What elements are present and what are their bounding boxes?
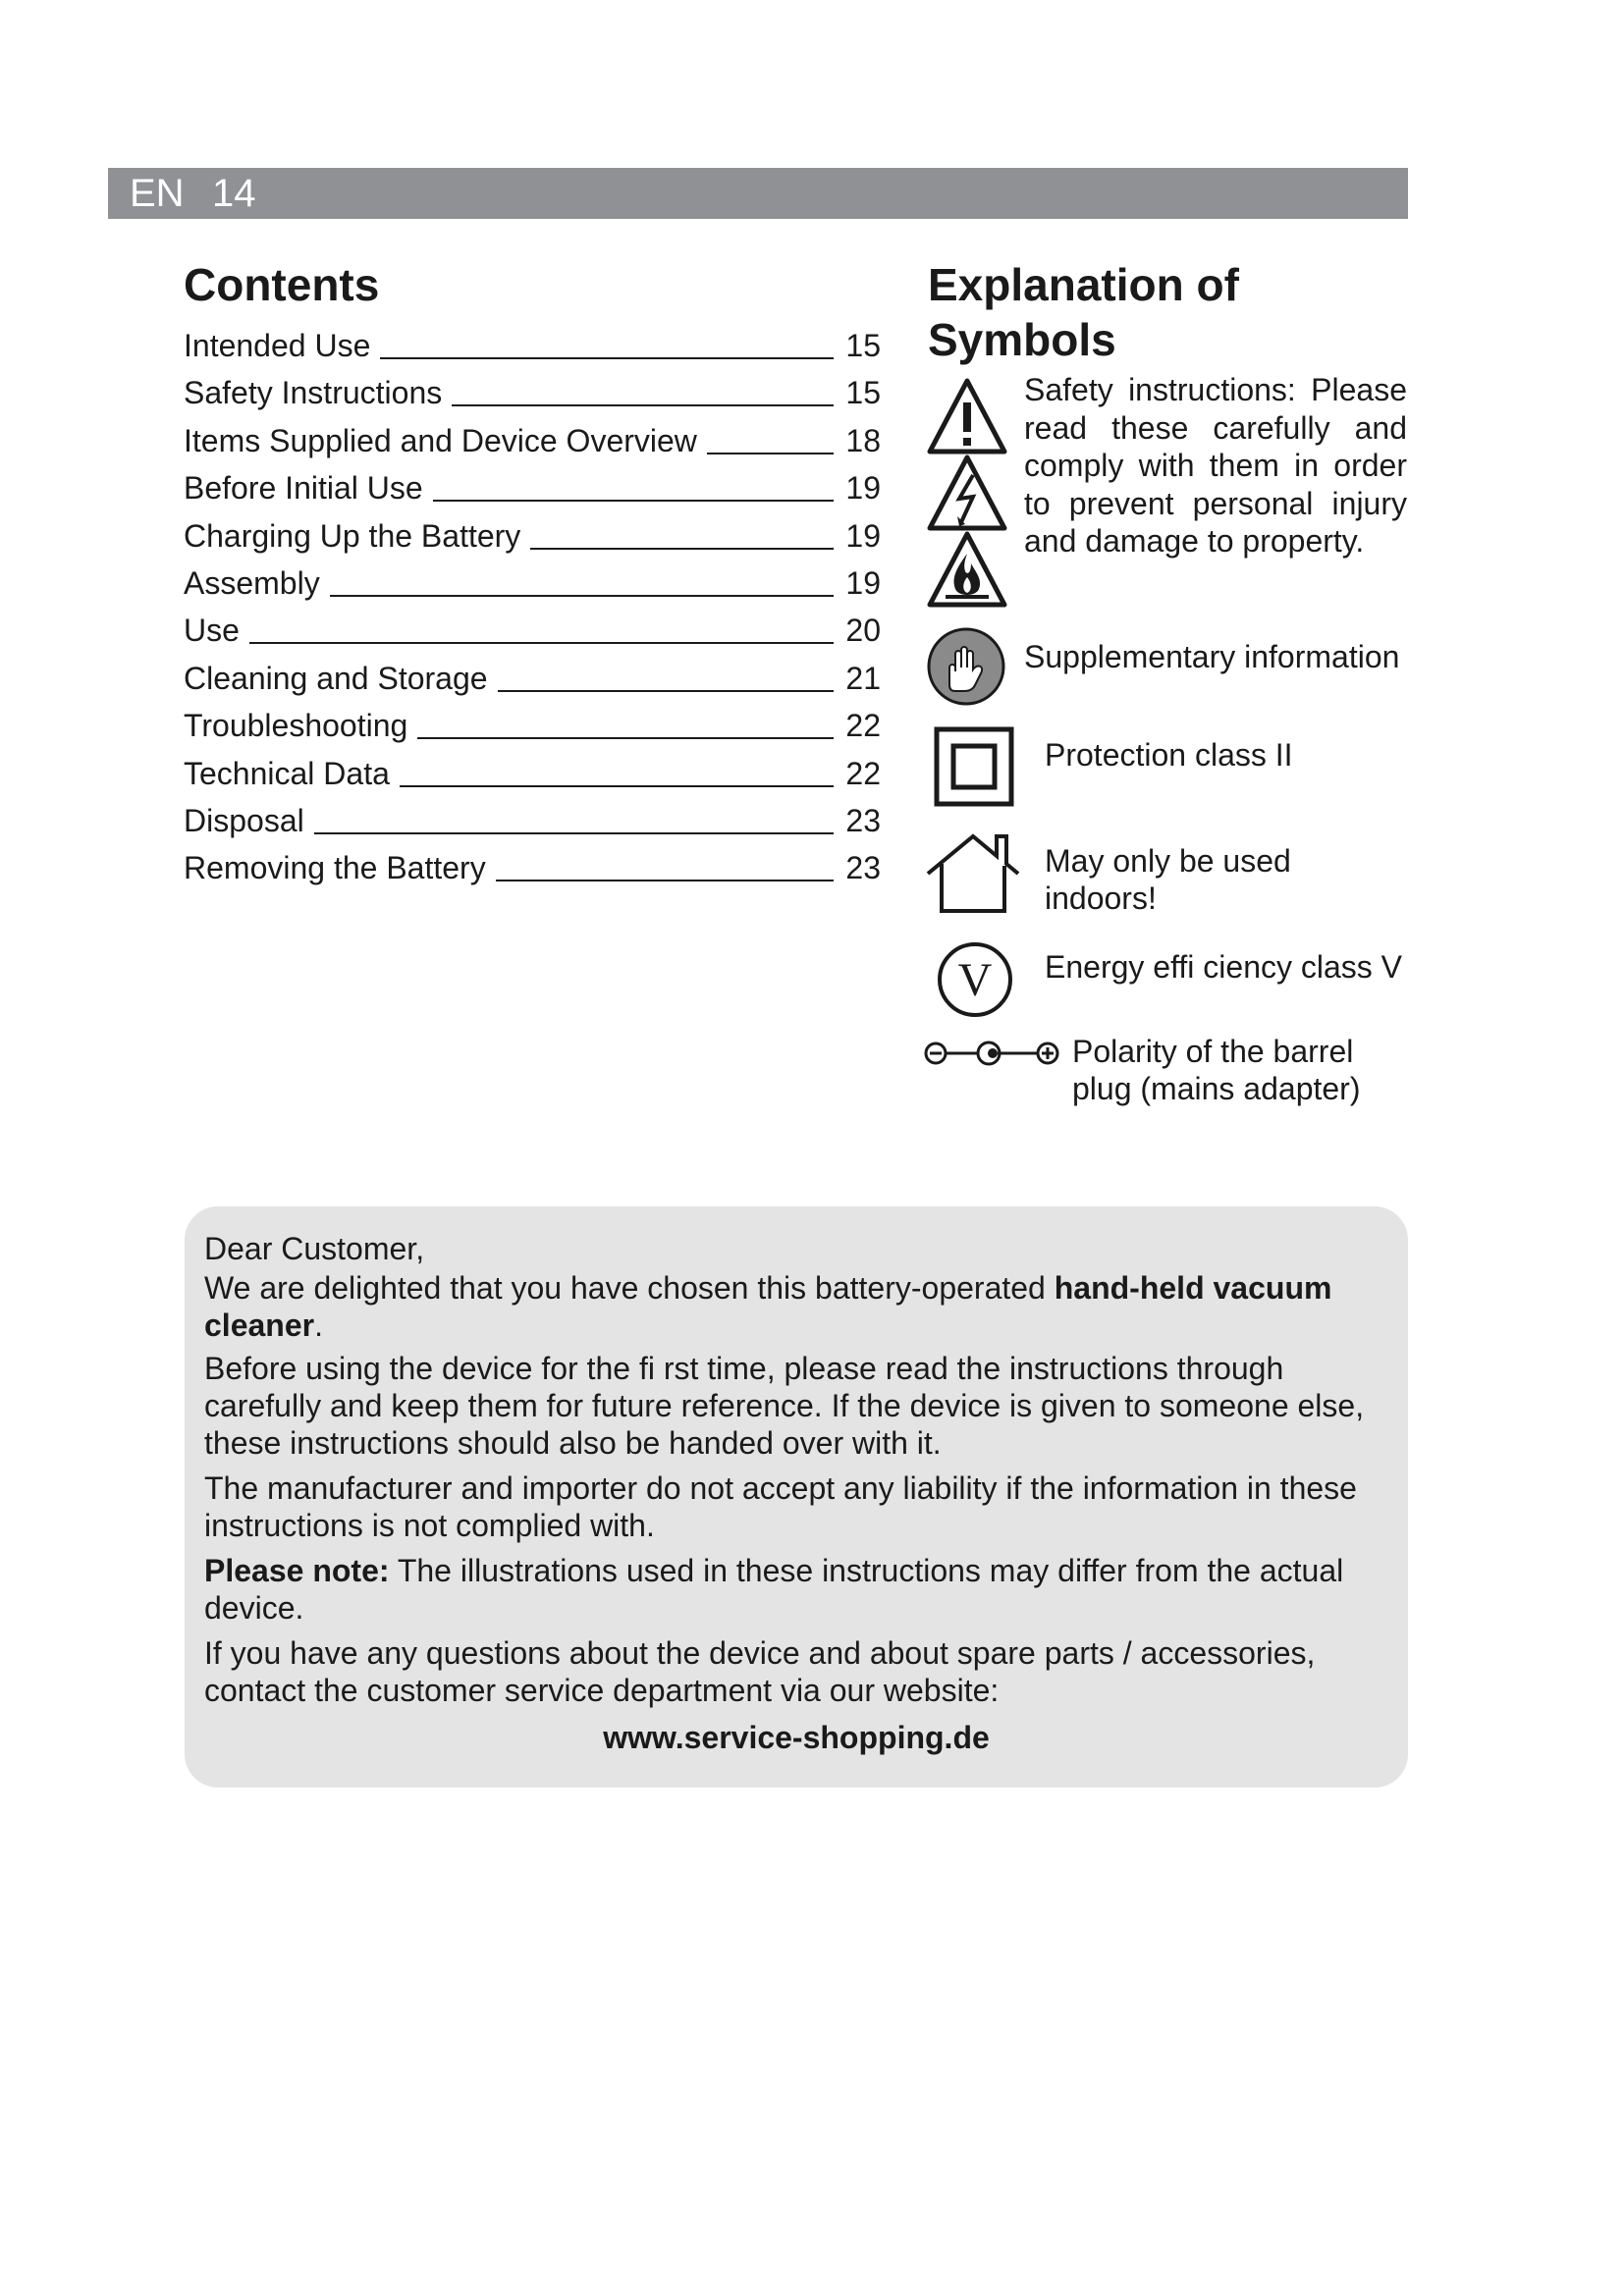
- warning-icon: [930, 381, 1004, 452]
- language-code: EN: [130, 172, 185, 215]
- toc-entry: Assembly 19: [184, 565, 881, 601]
- website-link[interactable]: www.service-shopping.de: [603, 1720, 990, 1755]
- toc-entry: Removing the Battery 23: [184, 850, 881, 885]
- energy-class-text: Energy effi ciency class V: [1045, 949, 1403, 985]
- customer-info-box: [185, 1206, 1408, 1788]
- polarity-text: Polarity of the barrel plug (mains adapter): [1072, 1034, 1361, 1106]
- toc-entry: Charging Up the Battery 19: [184, 518, 881, 554]
- polarity-icon: [924, 1039, 1061, 1068]
- page-number: 14: [212, 172, 256, 215]
- protection-class-text: Protection class II: [1045, 737, 1293, 773]
- greeting: Dear Customer,: [204, 1231, 425, 1266]
- house-icon: [924, 832, 1022, 915]
- liability-paragraph: The manufacturer and importer do not accept any liability if the information in these instructions is not complied with.: [204, 1470, 1357, 1543]
- warning-icons: [926, 377, 1008, 609]
- toc-entry: Intended Use 15: [184, 328, 881, 363]
- fire-hazard-icon: [930, 534, 1004, 605]
- electric-shock-icon: [930, 457, 1004, 528]
- toc-entry: Safety Instructions 15: [184, 375, 881, 410]
- toc-entry: Technical Data 22: [184, 756, 881, 791]
- indoors-text: May only be used indoors!: [1045, 843, 1291, 916]
- toc-entry: Cleaning and Storage 21: [184, 661, 881, 696]
- toc-entry: Use 20: [184, 613, 881, 648]
- supplementary-info-text: Supplementary information: [1024, 639, 1400, 674]
- toc-entry: Items Supplied and Device Overview 18: [184, 423, 881, 458]
- protection-class-ii-icon: [934, 726, 1014, 807]
- hand-icon: [926, 626, 1006, 707]
- symbols-title: Explanation of Symbols: [928, 259, 1239, 365]
- safety-instructions-text: Safety instructions: Please read these carefully and comply with them in order to prevent personal injury and damage to property.: [1024, 372, 1407, 559]
- note-paragraph: Please note: The illustrations used in these instructions may differ from the actual device.: [204, 1553, 1344, 1626]
- page-header: [108, 168, 1408, 219]
- contact-paragraph: If you have any questions about the device and about spare parts / accessories, contact the customer service department via our website:: [204, 1635, 1316, 1708]
- toc-entry: Troubleshooting 22: [184, 708, 881, 743]
- toc-entry: Disposal 23: [184, 803, 881, 838]
- toc-entry: Before Initial Use 19: [184, 470, 881, 506]
- energy-class-v-icon: [936, 940, 1014, 1019]
- svg-text:V: V: [957, 954, 993, 1006]
- contents-title: Contents: [184, 259, 380, 310]
- read-instructions-paragraph: Before using the device for the fi rst time, please read the instructions through carefully and keep them for future reference. If the device is given to someone else, these instructions should also be handed over with it.: [204, 1351, 1365, 1461]
- intro-paragraph: We are delighted that you have chosen this battery-operated hand-held vacuum cleaner.: [204, 1270, 1332, 1343]
